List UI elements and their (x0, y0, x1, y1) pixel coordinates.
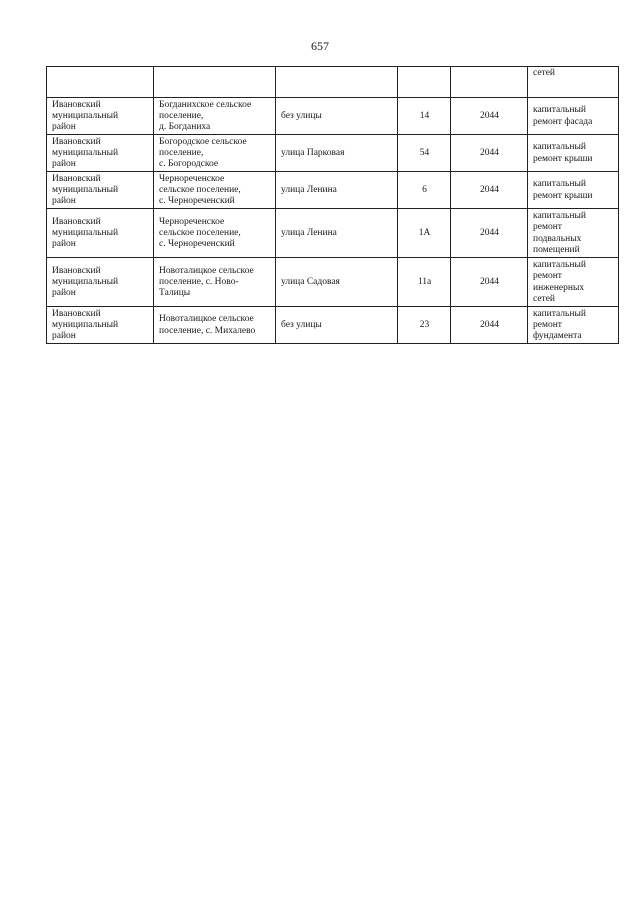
table-row (47, 258, 619, 307)
work-type-cell: капитальный ремонт фасада (528, 98, 619, 135)
table-row-continuation (47, 67, 619, 98)
work-type-cell: капитальный ремонт крыши (528, 172, 619, 209)
district-cell: Ивановский муниципальный район (47, 307, 154, 344)
year-cell: 2044 (451, 307, 528, 344)
table-row (47, 307, 619, 344)
district-cell: Ивановский муниципальный район (47, 135, 154, 172)
table-row (47, 209, 619, 258)
house-number-cell (398, 67, 451, 98)
street-cell: без улицы (276, 98, 398, 135)
year-cell: 2044 (451, 172, 528, 209)
year-cell: 2044 (451, 98, 528, 135)
street-cell: улица Ленина (276, 172, 398, 209)
street-cell: улица Ленина (276, 209, 398, 258)
settlement-cell: Богданихское сельское поселение, д. Богданиха (154, 98, 276, 135)
table-row (47, 135, 619, 172)
work-type-cell: капитальный ремонт инженерных сетей (528, 258, 619, 307)
settlement-cell: Новоталицкое сельское поселение, с. Михалево (154, 307, 276, 344)
street-cell (276, 67, 398, 98)
district-cell: Ивановский муниципальный район (47, 98, 154, 135)
house-number-cell: 14 (398, 98, 451, 135)
district-cell: Ивановский муниципальный район (47, 258, 154, 307)
street-cell: без улицы (276, 307, 398, 344)
settlement-cell: Чернореченское сельское поселение, с. Чернореченский (154, 172, 276, 209)
street-cell: улица Парковая (276, 135, 398, 172)
street-cell: улица Садовая (276, 258, 398, 307)
settlement-cell: Чернореченское сельское поселение, с. Чернореченский (154, 209, 276, 258)
work-type-cell: капитальный ремонт фундамента (528, 307, 619, 344)
house-number-cell: 1А (398, 209, 451, 258)
house-number-cell: 6 (398, 172, 451, 209)
year-cell: 2044 (451, 209, 528, 258)
table-row (47, 172, 619, 209)
work-type-cell: капитальный ремонт крыши (528, 135, 619, 172)
settlement-cell: Богородское сельское поселение, с. Богородское (154, 135, 276, 172)
house-number-cell: 23 (398, 307, 451, 344)
page-number: 657 (311, 39, 329, 53)
settlement-cell: Новоталицкое сельское поселение, с. Ново- Талицы (154, 258, 276, 307)
house-number-cell: 54 (398, 135, 451, 172)
settlement-cell (154, 67, 276, 98)
repair-schedule-table (46, 66, 619, 344)
work-type-cell: сетей (528, 67, 619, 98)
work-type-cell: капитальный ремонт подвальных помещений (528, 209, 619, 258)
year-cell: 2044 (451, 258, 528, 307)
table-row (47, 98, 619, 135)
year-cell (451, 67, 528, 98)
district-cell: Ивановский муниципальный район (47, 172, 154, 209)
house-number-cell: 11а (398, 258, 451, 307)
year-cell: 2044 (451, 135, 528, 172)
district-cell (47, 67, 154, 98)
district-cell: Ивановский муниципальный район (47, 209, 154, 258)
